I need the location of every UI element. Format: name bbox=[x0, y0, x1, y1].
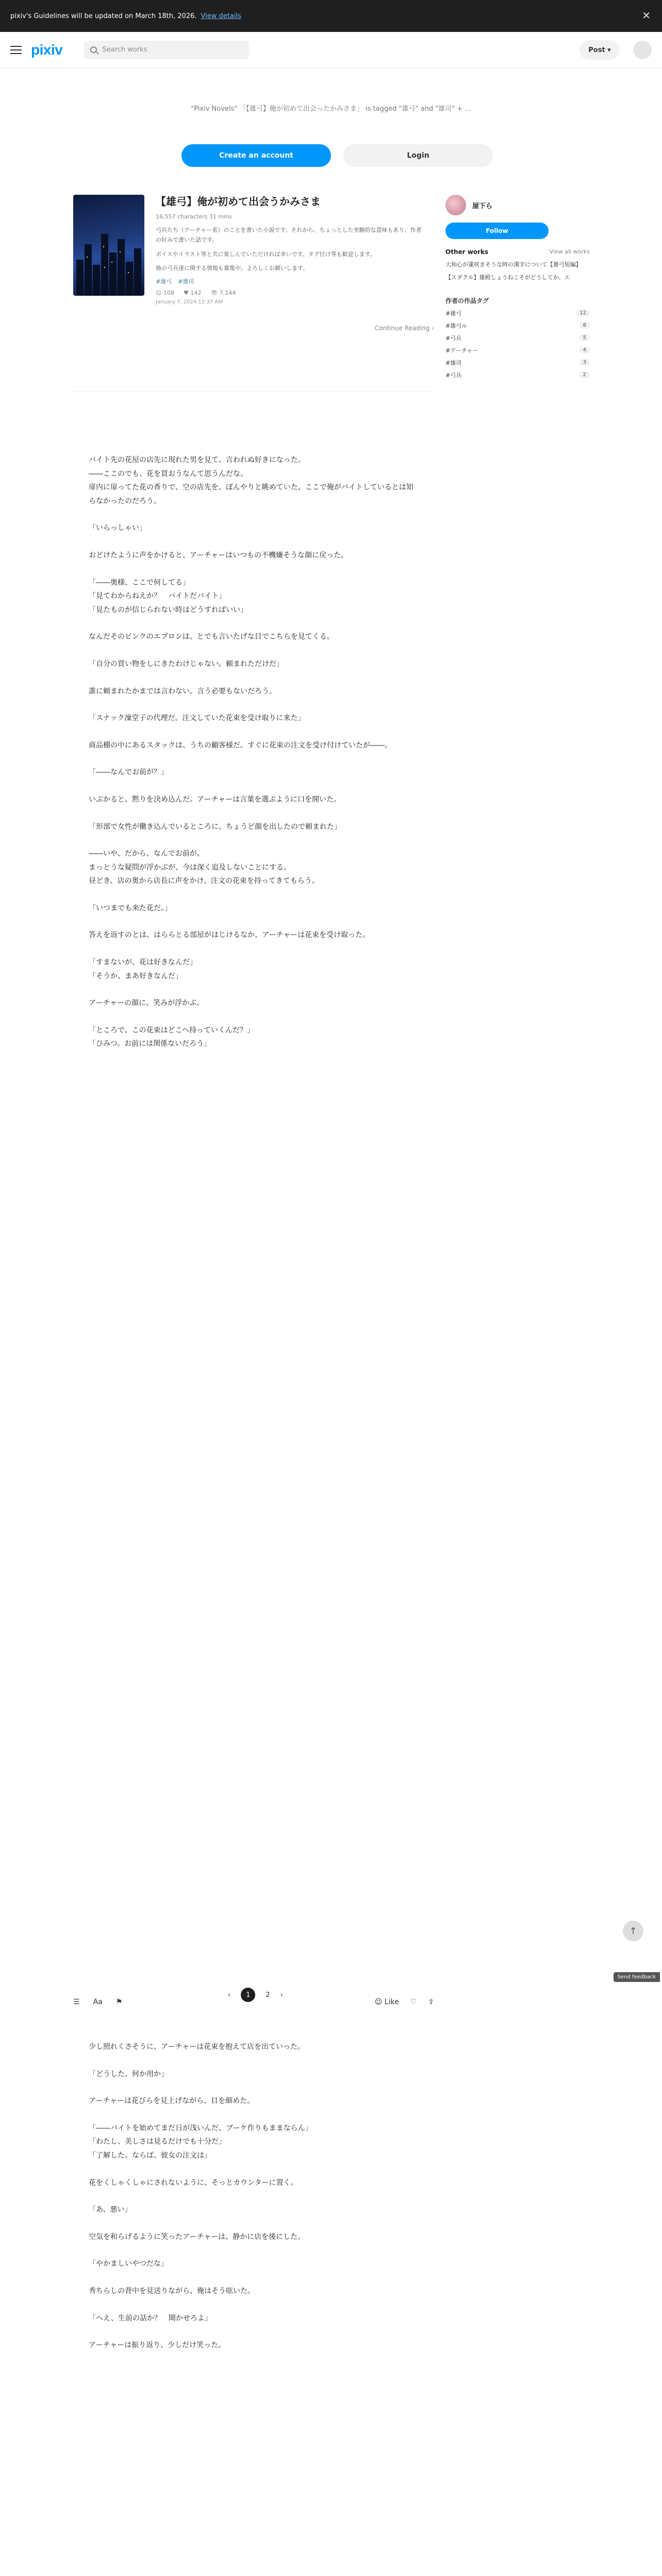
tag-row[interactable]: #雄司 3 bbox=[445, 359, 590, 367]
work-meta: 16,557 characters 31 mins bbox=[156, 213, 232, 220]
tag-list bbox=[156, 277, 424, 285]
novel-paragraph: いぶかると、黙りを決め込んだ。アーチャーは言葉を選ぶように口を開いた。 bbox=[89, 795, 341, 804]
novel-paragraph: 空気を和らげるように笑ったアーチャーは、静かに店を後にした。 bbox=[89, 2232, 305, 2241]
tag-row[interactable]: #弓兵 2 bbox=[445, 371, 590, 379]
novel-body bbox=[89, 453, 419, 1051]
work-caption: 弓兵たち（アーチャー系）のことを書いた小説です。それから、ちょっとした実験的な意味もあり、作者の好みで書いた話です。 ボイスやイラスト等と共に楽しんでいただければ幸いです。タグ付け等も歓迎します。 他の弓兵達に関する情報も募集中。よろしくお願いします。 bbox=[156, 227, 422, 272]
work-stats bbox=[156, 290, 424, 296]
novel-paragraph: 「――なんでお前が？」 bbox=[89, 768, 168, 777]
novel-blank-line bbox=[89, 807, 419, 820]
search-icon bbox=[90, 46, 97, 53]
novel-paragraph: なんだそのビンクのエプロンは、とでも言いたげな目でこちらを見てくる。 bbox=[89, 633, 334, 641]
novel-paragraph: アーチャーは振り返り、少しだけ笑った。 bbox=[89, 2341, 226, 2350]
tag-row[interactable]: #雄弓ル 8 bbox=[445, 321, 590, 330]
novel-paragraph: 「わたし、美しさは見るだけでも十分だ」 bbox=[89, 2138, 226, 2146]
novel-paragraph: おどけたように声をかけると、アーチャーはいつもの不機嫌そうな顔に戻った。 bbox=[89, 551, 349, 560]
novel-paragraph: 「見たものが信じられない時はどうすればいい」 bbox=[89, 605, 247, 614]
novel-paragraph: 「見てわからねえか？ バイトだバイト」 bbox=[89, 592, 226, 601]
login-button[interactable]: Login bbox=[343, 144, 493, 167]
novel-paragraph: 「へえ、生前の話か？ 聞かせろよ」 bbox=[89, 2314, 212, 2323]
continue-reading-link[interactable]: Continue Reading › bbox=[374, 325, 434, 332]
novel-blank-line bbox=[89, 563, 419, 576]
novel-blank-line bbox=[89, 698, 419, 711]
search-input[interactable] bbox=[84, 41, 249, 59]
font-size-icon[interactable]: Aa bbox=[93, 1998, 103, 2006]
heart-icon[interactable]: ♡ bbox=[410, 1998, 417, 2006]
page-current[interactable]: 1 bbox=[241, 1988, 255, 2002]
novel-paragraph: 「――バイトを始めてまだ日が浅いんだ、ブーケ作りもままならん」 bbox=[89, 2124, 312, 2132]
banner-text: pixiv's Guidelines will be updated on March 18th, 2026. bbox=[10, 12, 197, 20]
novel-blank-line bbox=[89, 2271, 419, 2284]
novel-blank-line bbox=[89, 2298, 419, 2312]
other-works-header: Other works View all works bbox=[445, 248, 590, 256]
cover-image[interactable] bbox=[73, 195, 144, 296]
novel-paragraph: 「すまないが、花は好きなんだ」 bbox=[89, 958, 197, 967]
like-button[interactable]: ☺ Like bbox=[374, 1998, 399, 2006]
novel-blank-line bbox=[89, 644, 419, 657]
auth-buttons bbox=[181, 144, 493, 167]
avatar[interactable] bbox=[633, 41, 652, 59]
search-placeholder: Search works bbox=[102, 46, 147, 54]
promo-text: "Pixiv Novels" 「【雄弓】俺が初めて出会ったかみさま」 is tagged "雄弓" and "雄司" + ... bbox=[191, 105, 471, 113]
novel-blank-line bbox=[89, 2108, 419, 2122]
novel-paragraph: 昼どき、店の奥から店長に声をかけ、注文の花束を持ってきてもらう。 bbox=[89, 877, 319, 886]
novel-paragraph: 秀ちらしの背中を見送りながら、俺はそう呟いた。 bbox=[89, 2286, 255, 2295]
page-next[interactable]: 2 bbox=[266, 1991, 270, 1999]
tag-link[interactable]: #雄司 bbox=[178, 278, 194, 285]
novel-blank-line bbox=[89, 779, 419, 793]
tag-row[interactable]: #雄弓 12 bbox=[445, 309, 590, 317]
novel-blank-line bbox=[89, 2163, 419, 2176]
author-info[interactable] bbox=[445, 195, 590, 215]
list-icon[interactable]: ☰ bbox=[73, 1998, 80, 2006]
view-all-link[interactable]: View all works bbox=[549, 248, 590, 255]
novel-paragraph: 「了解した。ならば、彼女の注文は」 bbox=[89, 2151, 211, 2160]
novel-blank-line bbox=[89, 915, 419, 928]
novel-paragraph: バイト先の花屋の店先に現れた男を見て、言われぬ好きになった。 bbox=[89, 456, 305, 464]
bookmark-icon[interactable]: ⚑ bbox=[115, 1998, 123, 2006]
novel-blank-line bbox=[89, 2190, 419, 2203]
novel-paragraph: 「スナック凜堂子の代理だ。注文していた花束を受け取りに来た」 bbox=[89, 714, 305, 723]
author-avatar[interactable] bbox=[445, 195, 466, 215]
other-work-item[interactable]: 【スダクル】雄殿しょうねこそがどうしてか、エ bbox=[445, 274, 570, 281]
bookmark-count: ♥ 142 bbox=[183, 290, 202, 296]
novel-paragraph: 「あ、悪い」 bbox=[89, 2206, 132, 2214]
novel-blank-line bbox=[89, 671, 419, 685]
scroll-top-icon[interactable]: ↑ bbox=[623, 1921, 643, 1941]
novel-paragraph: 「自分の買い物をしにきたわけじゃない。頼まれただけだ」 bbox=[89, 659, 284, 668]
site-header bbox=[0, 32, 662, 68]
novel-body-continued bbox=[89, 2040, 419, 2352]
novel-blank-line bbox=[89, 834, 419, 847]
follow-button[interactable]: Follow bbox=[445, 223, 549, 239]
novel-blank-line bbox=[89, 508, 419, 521]
like-count: ☺ 108 bbox=[156, 290, 174, 296]
novel-blank-line bbox=[89, 535, 419, 549]
novel-blank-line bbox=[89, 725, 419, 739]
tag-row[interactable]: #弓兵 5 bbox=[445, 334, 590, 342]
post-button[interactable]: Post ▾ bbox=[580, 40, 620, 60]
novel-blank-line bbox=[89, 888, 419, 902]
pixiv-logo[interactable]: pixiv bbox=[31, 41, 63, 58]
menu-icon[interactable] bbox=[10, 46, 22, 54]
novel-paragraph: 「ひみつ。お前には関係ないだろう」 bbox=[89, 1040, 211, 1048]
post-date: January 7, 2024 12:37 AM bbox=[156, 299, 223, 305]
novel-paragraph: 「――奥様、ここで何してる」 bbox=[89, 578, 190, 587]
view-count: 👁 7,144 bbox=[210, 290, 236, 296]
novel-paragraph: まっとうな疑問が浮かぶが、今は深く追及しないことにする。 bbox=[89, 863, 291, 872]
next-page-icon[interactable]: › bbox=[280, 1991, 283, 1999]
novel-blank-line bbox=[89, 2054, 419, 2067]
novel-paragraph: 花をくしゃくしゃにされないように、そっとカウンターに置く。 bbox=[89, 2178, 298, 2187]
author-name[interactable]: 屋下ら bbox=[472, 202, 493, 210]
novel-blank-line bbox=[89, 2325, 419, 2338]
novel-paragraph: 扉内に扉ってた花の香りで、空の店先を、ぼんやりと眺めていた。ここで俺がバイトしているとは知らなかったのだろう。 bbox=[89, 483, 413, 505]
novel-paragraph: 商品棚の中にあるスタックは、うちの顧客様だ。すぐに花束の注文を受け付けていたが――。 bbox=[89, 741, 392, 750]
work-title: 【雄弓】俺が初めて出会うかみさま bbox=[156, 195, 321, 208]
novel-paragraph: 少し照れくさそうに、アーチャーは花束を抱えて店を出ていった。 bbox=[89, 2043, 305, 2051]
novel-paragraph: 「どうした、何か用か」 bbox=[89, 2070, 168, 2078]
share-icon[interactable]: ⇪ bbox=[428, 1998, 434, 2006]
tag-row[interactable]: #アーチャー 4 bbox=[445, 346, 590, 354]
announcement-banner bbox=[0, 0, 662, 32]
novel-paragraph: ――ここのでも、花を買おうなんて思うんだな。 bbox=[89, 469, 247, 478]
novel-paragraph: 「そうか、まあ好きなんだ」 bbox=[89, 972, 183, 980]
novel-blank-line bbox=[89, 2081, 419, 2094]
banner-link[interactable]: View details bbox=[201, 12, 241, 20]
novel-paragraph: アーチャーの顔に、笑みが浮かぶ。 bbox=[89, 999, 204, 1008]
novel-paragraph: アーチャーは花びらを見上げながら、目を細めた。 bbox=[89, 2097, 255, 2106]
novel-blank-line bbox=[89, 617, 419, 630]
tag-header: 作者の作品タグ bbox=[445, 297, 489, 304]
novel-paragraph: 「いつまでも来た花だ。」 bbox=[89, 904, 172, 912]
author-tag-list bbox=[445, 296, 590, 379]
novel-blank-line bbox=[89, 942, 419, 956]
novel-paragraph: 「形部で女性が働き込んでいるところに、ちょうど顔を出したので頼まれた」 bbox=[89, 822, 341, 831]
novel-blank-line bbox=[89, 1010, 419, 1024]
novel-paragraph: 「やかましいやつだな」 bbox=[89, 2260, 168, 2268]
novel-paragraph: 「ところで、この花束はどこへ持っていくんだ？」 bbox=[89, 1026, 255, 1035]
prev-page-icon[interactable]: ‹ bbox=[228, 1991, 231, 1999]
other-work-item[interactable]: 大和心が蓮咲きそうな時の漢字について【雄弓短編】 bbox=[445, 261, 582, 268]
sidebar bbox=[445, 195, 590, 383]
tag-link[interactable]: #雄弓 bbox=[156, 278, 172, 285]
feedback-button[interactable]: Send feedback bbox=[614, 1972, 660, 1982]
novel-paragraph: 答えを返すのとは、はららとる部屋がはじけるなか、アーチャーは花束を受け取った。 bbox=[89, 931, 370, 940]
novel-blank-line bbox=[89, 2244, 419, 2257]
novel-blank-line bbox=[89, 983, 419, 996]
novel-blank-line bbox=[89, 2217, 419, 2230]
novel-blank-line bbox=[89, 752, 419, 766]
novel-paragraph: ――いや、だから、なんでお前が。 bbox=[89, 850, 204, 858]
close-icon[interactable]: ✕ bbox=[642, 9, 651, 22]
pagination bbox=[228, 1988, 283, 2002]
novel-paragraph: 誰に頼まれたかまでは言わない。言う必要もないだろう。 bbox=[89, 687, 276, 696]
novel-paragraph: 「いらっしゃい」 bbox=[89, 524, 146, 533]
create-account-button[interactable]: Create an account bbox=[181, 144, 331, 167]
